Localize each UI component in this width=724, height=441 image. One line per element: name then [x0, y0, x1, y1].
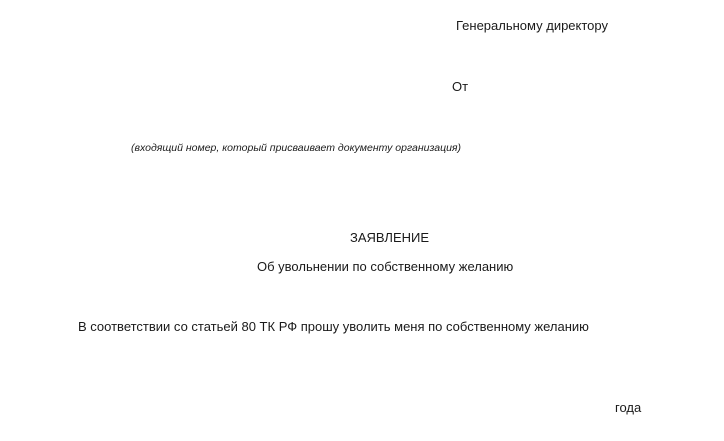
document-body: В соответствии со статьей 80 ТК РФ прошу уволить меня по собственному желанию: [78, 319, 589, 334]
registration-note: (входящий номер, который присваивает документу организация): [131, 142, 462, 154]
year-suffix: года: [615, 400, 642, 415]
document-subtitle: Об увольнении по собственному желанию: [257, 259, 514, 274]
addressee-line: Генеральному директору: [456, 18, 608, 33]
document-title: ЗАЯВЛЕНИЕ: [350, 230, 430, 245]
from-label: От: [452, 79, 469, 94]
